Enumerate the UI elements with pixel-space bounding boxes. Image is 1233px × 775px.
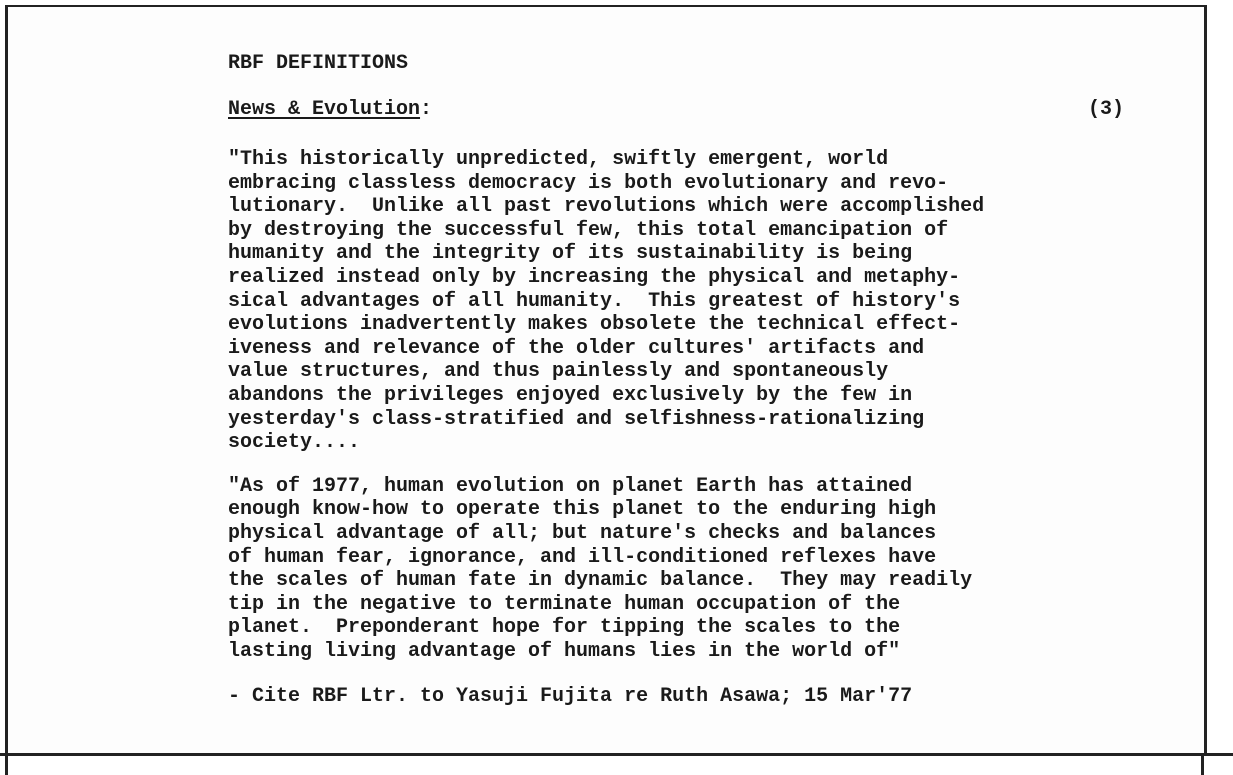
heading-row	[228, 96, 1128, 124]
document-content	[228, 50, 1128, 711]
document-title: RBF DEFINITIONS	[228, 52, 409, 75]
quote-paragraph-1: "This historically unpredicted, swiftly emergent, world embracing classless democracy is both evolutionary and revo- lutionary. Unlike all past revolutions which were accomplished by destroying the successful few, this total emancipation of humanity and the integrity of its sustainability is being realized instead only by increasing the physical and metaphy- sical advantages of all humanity. This greatest of history's evolutions inadvertently makes obsolete the technical effect- iveness and relevance of the older cultures' artifacts and value structures, and thus painlessly and spontaneously abandons the privileges enjoyed exclusively by the few in yesterday's class-stratified and selfishness-rationalizing society....	[228, 148, 985, 455]
citation: - Cite RBF Ltr. to Yasuji Fujita re Ruth Asawa; 15 Mar'77	[228, 685, 913, 709]
bottom-left-edge	[5, 756, 8, 775]
bottom-divider	[0, 753, 1233, 756]
heading-colon: :	[420, 98, 433, 121]
section-heading: News & Evolution	[228, 98, 421, 121]
bottom-right-edge	[1201, 756, 1204, 775]
quote-paragraph-2: "As of 1977, human evolution on planet Earth has attained enough know-how to operate this planet to the enduring high physical advantage of all; but nature's checks and balances of human fear, ignorance, and ill-conditioned reflexes have the scales of human fate in dynamic balance. They may readily tip in the negative to terminate human occupation of the planet. Preponderant hope for tipping the scales to the lasting living advantage of humans lies in the world of"	[228, 474, 973, 663]
page-number: (3)	[1087, 98, 1124, 121]
